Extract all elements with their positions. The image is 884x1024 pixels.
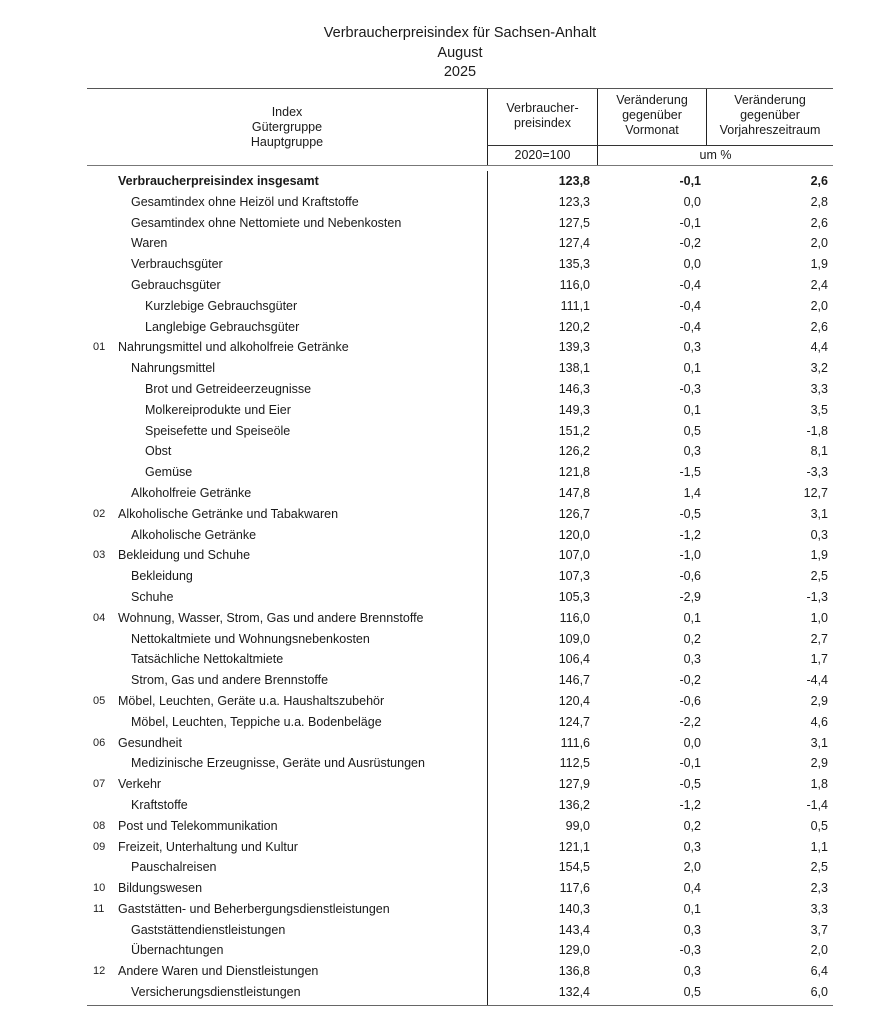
row-label: Verbraucherpreisindex insgesamt [118, 174, 319, 188]
row-label: Tatsächliche Nettokaltmiete [131, 652, 284, 667]
cell-index-value: 124,7 [558, 714, 590, 729]
cell-mom-change: -0,1 [679, 756, 701, 771]
table-row [87, 462, 833, 483]
cell-yoy-change: 2,4 [810, 277, 828, 292]
row-label: Versicherungsdienstleistungen [131, 985, 301, 1000]
cell-mom-change: 0,0 [683, 194, 701, 209]
cell-yoy-change: 1,1 [810, 839, 828, 854]
row-label: Möbel, Leuchten, Geräte u.a. Haushaltszubehör [118, 693, 385, 708]
cell-yoy-change: 6,0 [810, 985, 828, 1000]
row-label: Obst [145, 444, 172, 459]
row-label: Schuhe [131, 589, 174, 604]
cell-yoy-change: 1,9 [810, 257, 828, 272]
row-label: Nettokaltmiete und Wohnungsnebenkosten [131, 631, 370, 646]
cell-mom-change: 0,1 [683, 610, 701, 625]
cell-yoy-change: 2,5 [810, 569, 828, 584]
table-row [87, 213, 833, 234]
cell-mom-change: -0,5 [679, 506, 701, 521]
cell-index-value: 147,8 [558, 485, 590, 500]
cell-yoy-change: 2,3 [810, 881, 828, 896]
header-index-column [488, 101, 597, 131]
table-row [87, 483, 833, 504]
cell-index-value: 136,2 [558, 797, 590, 812]
cell-index-value: 112,5 [559, 756, 590, 771]
cell-yoy-change: 3,5 [810, 402, 828, 417]
cell-mom-change: 0,0 [683, 257, 701, 272]
row-number: 11 [93, 902, 105, 915]
cell-index-value: 111,6 [560, 735, 590, 750]
row-label: Pauschalreisen [131, 860, 217, 875]
cell-mom-change: -1,2 [679, 527, 701, 542]
header-text: gegenüber [740, 108, 800, 122]
row-label: Bekleidung [131, 569, 193, 584]
cell-yoy-change: 3,1 [810, 506, 828, 521]
table-header [87, 88, 833, 166]
table-row [87, 670, 833, 691]
cpi-table [87, 88, 833, 1006]
table-row [87, 192, 833, 213]
cell-yoy-change: 2,9 [810, 693, 828, 708]
title-line-1: Verbraucherpreisindex für Sachsen-Anhalt [323, 25, 597, 41]
cell-index-value: 116,0 [559, 277, 590, 292]
cell-mom-change: 0,5 [683, 423, 701, 438]
table-row [87, 337, 833, 358]
header-change-unit: um % [699, 148, 732, 162]
header-text: gegenüber [622, 108, 682, 122]
cell-index-value: 146,3 [558, 381, 590, 396]
row-label: Gemüse [145, 465, 193, 480]
table-row [87, 961, 833, 982]
cell-mom-change: -0,1 [679, 174, 701, 188]
cell-index-value: 123,8 [558, 174, 590, 188]
table-row [87, 733, 833, 754]
cell-index-value: 120,4 [558, 693, 590, 708]
cell-mom-change: -2,9 [679, 589, 701, 604]
cell-index-value: 127,5 [558, 215, 590, 230]
table-row [87, 421, 833, 442]
cell-yoy-change: 2,7 [810, 631, 828, 646]
row-number: 02 [93, 507, 106, 520]
header-label-gutergruppe: Gütergruppe [251, 120, 323, 134]
cell-yoy-change: 1,8 [810, 777, 828, 792]
cell-index-value: 127,9 [558, 777, 590, 792]
table-row [87, 296, 833, 317]
cell-mom-change: 0,2 [683, 631, 701, 646]
cell-index-value: 107,3 [558, 569, 590, 584]
row-label: Langlebige Gebrauchsgüter [145, 319, 300, 334]
cell-mom-change: -0,4 [679, 298, 701, 313]
title-line-year: 2025 [443, 64, 477, 80]
cell-index-value: 126,7 [558, 506, 590, 521]
cell-yoy-change: -1,8 [806, 423, 828, 438]
cell-yoy-change: -1,3 [806, 589, 828, 604]
cell-yoy-change: 3,2 [810, 361, 828, 376]
row-label: Gesamtindex ohne Nettomiete und Nebenkosten [131, 215, 402, 230]
cell-yoy-change: 2,0 [810, 943, 828, 958]
row-label: Kraftstoffe [131, 797, 188, 812]
cell-yoy-change: 2,9 [810, 756, 828, 771]
table-row [87, 525, 833, 546]
header-text: Verbraucher- [506, 101, 579, 115]
cell-yoy-change: 1,9 [810, 548, 828, 563]
cell-mom-change: 0,1 [683, 901, 701, 916]
cell-index-value: 111,1 [560, 298, 590, 313]
header-label-hauptgruppe: Hauptgruppe [250, 135, 324, 149]
cell-index-value: 135,3 [558, 257, 590, 272]
row-label: Möbel, Leuchten, Teppiche u.a. Bodenbeläge [131, 714, 382, 729]
cell-yoy-change: 3,7 [810, 922, 828, 937]
row-number: 04 [93, 611, 106, 624]
table-body [87, 171, 833, 1006]
row-label: Speisefette und Speiseöle [145, 423, 291, 438]
row-label: Wohnung, Wasser, Strom, Gas und andere Brennstoffe [118, 610, 424, 625]
cell-mom-change: -0,6 [679, 693, 701, 708]
cell-mom-change: 0,3 [683, 652, 701, 667]
cell-mom-change: -0,3 [679, 943, 701, 958]
header-text: Vorjahreszeitraum [719, 123, 821, 137]
cell-mom-change: -1,2 [679, 797, 701, 812]
cell-mom-change: -0,2 [679, 673, 701, 688]
table-row [87, 982, 833, 1003]
cell-yoy-change: 2,0 [810, 236, 828, 251]
cell-mom-change: 0,1 [683, 361, 701, 376]
row-label: Molkereiprodukte und Eier [145, 402, 291, 417]
row-label: Verbrauchsgüter [131, 257, 223, 272]
header-unit-divider [487, 145, 833, 146]
cell-index-value: 154,5 [558, 860, 590, 875]
cell-mom-change: -1,0 [679, 548, 701, 563]
cell-mom-change: -2,2 [679, 714, 701, 729]
cell-mom-change: -0,3 [679, 381, 701, 396]
row-label: Andere Waren und Dienstleistungen [118, 964, 319, 979]
cell-mom-change: 0,4 [683, 881, 701, 896]
row-label: Gesundheit [118, 735, 182, 750]
cell-yoy-change: 6,4 [810, 964, 828, 979]
table-bottom-padding [87, 1003, 833, 1005]
cell-index-value: 105,3 [558, 589, 590, 604]
row-label: Bildungswesen [118, 881, 203, 896]
row-label: Brot und Getreideerzeugnisse [145, 381, 312, 396]
header-text: preisindex [514, 116, 571, 130]
header-yoy-column [707, 93, 833, 138]
row-number: 06 [93, 736, 106, 749]
cell-index-value: 129,0 [558, 943, 590, 958]
cell-index-value: 126,2 [558, 444, 590, 459]
table-row [87, 920, 833, 941]
cell-mom-change: 0,2 [683, 818, 701, 833]
cell-yoy-change: 2,0 [810, 298, 828, 313]
cell-yoy-change: 0,5 [810, 818, 828, 833]
cell-index-value: 109,0 [558, 631, 590, 646]
cell-yoy-change: 3,1 [810, 735, 828, 750]
cell-mom-change: 2,0 [683, 860, 701, 875]
cell-yoy-change: 4,6 [810, 714, 828, 729]
cell-yoy-change: 2,6 [810, 319, 828, 334]
cell-yoy-change: -4,4 [806, 673, 828, 688]
cell-index-value: 117,6 [559, 881, 590, 896]
cell-index-value: 116,0 [559, 610, 590, 625]
table-row [87, 816, 833, 837]
table-row [87, 753, 833, 774]
cell-mom-change: -1,5 [679, 465, 701, 480]
cell-index-value: 132,4 [558, 985, 590, 1000]
table-row [87, 358, 833, 379]
table-row [87, 275, 833, 296]
cell-yoy-change: 1,0 [810, 610, 828, 625]
cell-index-value: 136,8 [558, 964, 590, 979]
table-row [87, 712, 833, 733]
row-label: Übernachtungen [131, 943, 224, 958]
table-row [87, 504, 833, 525]
cell-index-value: 151,2 [558, 423, 590, 438]
cell-index-value: 149,3 [558, 402, 590, 417]
table-row [87, 899, 833, 920]
cell-yoy-change: 2,5 [810, 860, 828, 875]
row-number: 03 [93, 549, 106, 562]
table-row [87, 795, 833, 816]
cell-index-value: 120,0 [558, 527, 590, 542]
row-label: Bekleidung und Schuhe [118, 548, 251, 563]
cell-index-value: 146,7 [558, 673, 590, 688]
cell-mom-change: -0,6 [679, 569, 701, 584]
header-index-unit: 2020=100 [514, 148, 571, 162]
row-label: Gaststätten- und Beherbergungsdienstleistungen [118, 901, 390, 916]
table-row [87, 566, 833, 587]
cell-index-value: 138,1 [558, 361, 590, 376]
table-row [87, 608, 833, 629]
table-row [87, 649, 833, 670]
header-text: Veränderung [616, 93, 688, 107]
cell-yoy-change: 2,8 [810, 194, 828, 209]
cell-mom-change: -0,4 [679, 319, 701, 334]
header-label-index: Index [271, 105, 303, 119]
cell-index-value: 107,0 [558, 548, 590, 563]
cell-yoy-change: -1,4 [806, 797, 828, 812]
row-label: Kurzlebige Gebrauchsgüter [145, 298, 298, 313]
cell-mom-change: 0,3 [683, 839, 701, 854]
table-row [87, 400, 833, 421]
cell-mom-change: 0,3 [683, 964, 701, 979]
cell-mom-change: 0,3 [683, 444, 701, 459]
cell-index-value: 106,4 [558, 652, 590, 667]
table-row [87, 545, 833, 566]
row-label: Alkoholische Getränke [131, 527, 257, 542]
header-text: Veränderung [734, 93, 806, 107]
cell-mom-change: -0,4 [679, 277, 701, 292]
cell-yoy-change: 2,6 [810, 174, 828, 188]
cell-yoy-change: 4,4 [810, 340, 828, 355]
cell-mom-change: -0,2 [679, 236, 701, 251]
cell-yoy-change: -3,3 [806, 465, 828, 480]
cell-index-value: 120,2 [558, 319, 590, 334]
row-number: 07 [93, 778, 106, 791]
cell-mom-change: 0,0 [683, 735, 701, 750]
header-text: Vormonat [625, 123, 679, 137]
cell-mom-change: 0,3 [683, 340, 701, 355]
cell-index-value: 123,3 [558, 194, 590, 209]
row-label: Medizinische Erzeugnisse, Geräte und Ausrüstungen [131, 756, 425, 771]
cell-mom-change: 1,4 [683, 485, 701, 500]
row-number: 08 [93, 819, 106, 832]
table-row [87, 587, 833, 608]
title-line-month: August [437, 44, 483, 61]
cell-mom-change: -0,5 [679, 777, 701, 792]
table-row [87, 878, 833, 899]
cell-yoy-change: 3,3 [810, 901, 828, 916]
row-label: Waren [131, 236, 168, 251]
row-number: 12 [93, 965, 106, 978]
table-row [87, 317, 833, 338]
row-label: Freizeit, Unterhaltung und Kultur [118, 839, 298, 854]
cell-yoy-change: 0,3 [810, 527, 828, 542]
table-row [87, 837, 833, 858]
table-row [87, 629, 833, 650]
cell-index-value: 121,1 [558, 839, 590, 854]
cell-yoy-change: 12,7 [803, 485, 828, 500]
cell-mom-change: 0,5 [683, 985, 701, 1000]
cell-index-value: 143,4 [558, 922, 590, 937]
row-number: 05 [93, 694, 106, 707]
table-row [87, 379, 833, 400]
row-number: 01 [93, 341, 106, 354]
cell-index-value: 99,0 [565, 818, 590, 833]
row-number: 09 [93, 840, 106, 853]
table-row [87, 254, 833, 275]
row-label: Gebrauchsgüter [131, 277, 221, 292]
row-number: 10 [93, 882, 106, 895]
cell-mom-change: 0,3 [683, 922, 701, 937]
row-label: Nahrungsmittel [131, 361, 216, 376]
row-label: Gesamtindex ohne Heizöl und Kraftstoffe [131, 194, 359, 209]
cell-yoy-change: 1,7 [810, 652, 828, 667]
table-row [87, 691, 833, 712]
row-label: Nahrungsmittel und alkoholfreie Getränke [118, 340, 349, 355]
cell-index-value: 121,8 [558, 465, 590, 480]
table-row [87, 233, 833, 254]
cell-yoy-change: 2,6 [810, 215, 828, 230]
table-row [87, 940, 833, 961]
cell-index-value: 140,3 [558, 901, 590, 916]
table-row [87, 774, 833, 795]
row-label: Alkoholfreie Getränke [131, 485, 252, 500]
header-label-column [87, 89, 487, 165]
row-label: Strom, Gas und andere Brennstoffe [131, 673, 329, 688]
row-label: Gaststättendienstleistungen [131, 922, 286, 937]
cell-mom-change: -0,1 [679, 215, 701, 230]
cell-mom-change: 0,1 [683, 402, 701, 417]
cell-yoy-change: 8,1 [810, 444, 828, 459]
cell-yoy-change: 3,3 [810, 381, 828, 396]
row-label: Post und Telekommunikation [118, 818, 278, 833]
table-row [87, 857, 833, 878]
document-title [0, 24, 884, 83]
table-row [87, 441, 833, 462]
row-label: Verkehr [118, 777, 162, 792]
row-label: Alkoholische Getränke und Tabakwaren [118, 506, 339, 521]
table-row [87, 171, 833, 192]
cell-index-value: 127,4 [558, 236, 590, 251]
header-mom-column [598, 93, 706, 138]
cell-index-value: 139,3 [558, 340, 590, 355]
